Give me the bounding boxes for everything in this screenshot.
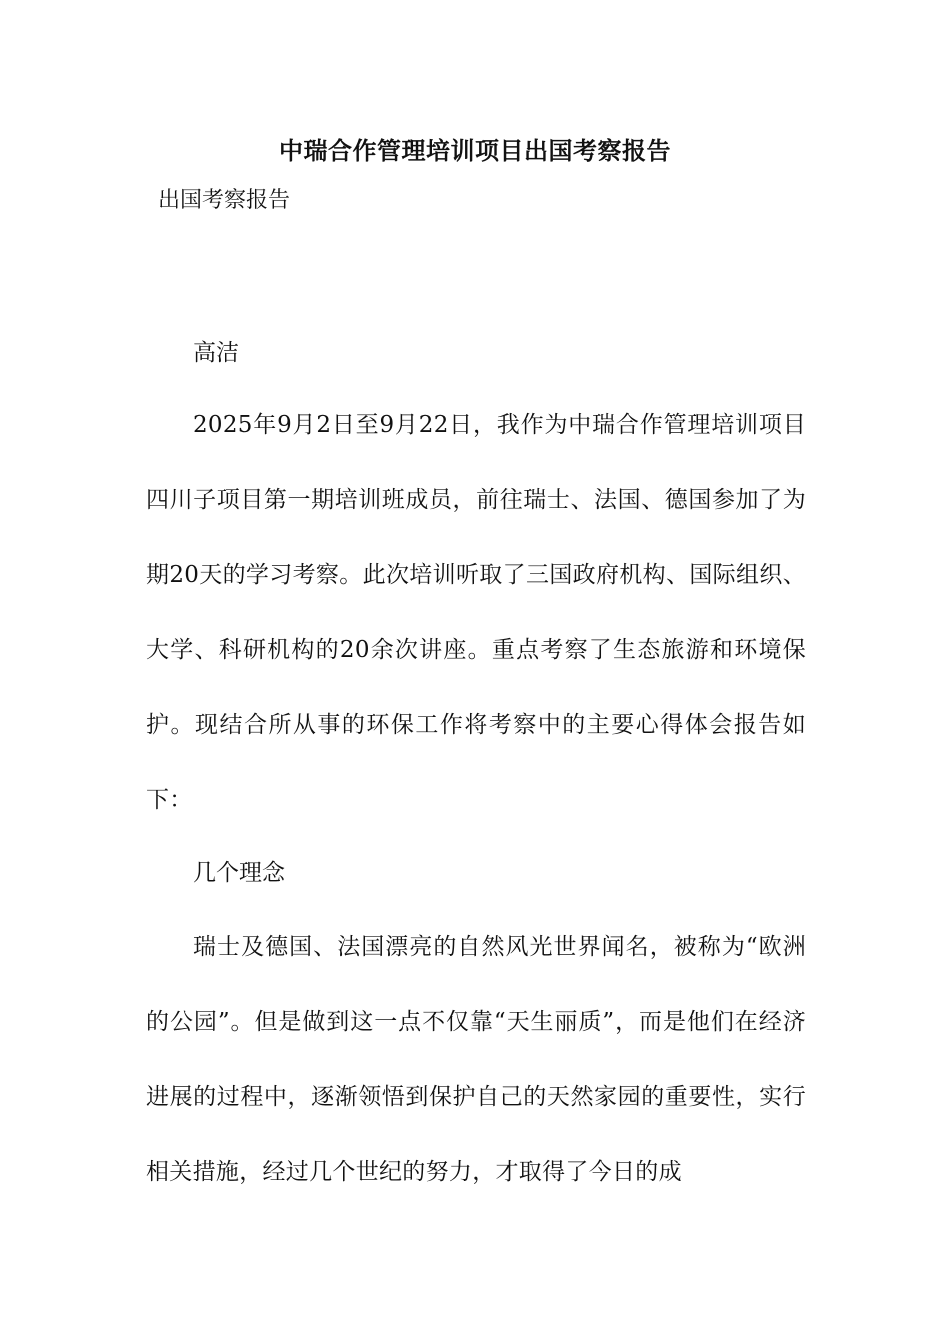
body-paragraph: 瑞士及德国、法国漂亮的自然风光世界闻名，被称为“欧洲的公园”。但是做到这一点不仅靠“天生丽质”，而是他们在经济进展的过程中，逐渐领悟到保护自己的天然家园的重要性，实行相关措施，经过几个世纪的努力，才取得了今日的成 xyxy=(146,934,806,1185)
author-name: 高洁 xyxy=(193,340,239,366)
intro-paragraph: 2025年9月2日至9月22日，我作为中瑞合作管理培训项目四川子项目第一期培训班成员，前往瑞士、法国、德国参加了为期20天的学习考察。此次培训听取了三国政府机构、国际组织、大学、科研机构的20余次讲座。重点考察了生态旅游和环境保护。现结合所从事的环保工作将考察中的主要心得体会报告如下： xyxy=(146,412,806,813)
document-title: 中瑞合作管理培训项目出国考察报告 xyxy=(279,136,671,165)
document-subtitle: 出国考察报告 xyxy=(158,188,291,213)
section-heading: 几个理念 xyxy=(193,860,285,886)
